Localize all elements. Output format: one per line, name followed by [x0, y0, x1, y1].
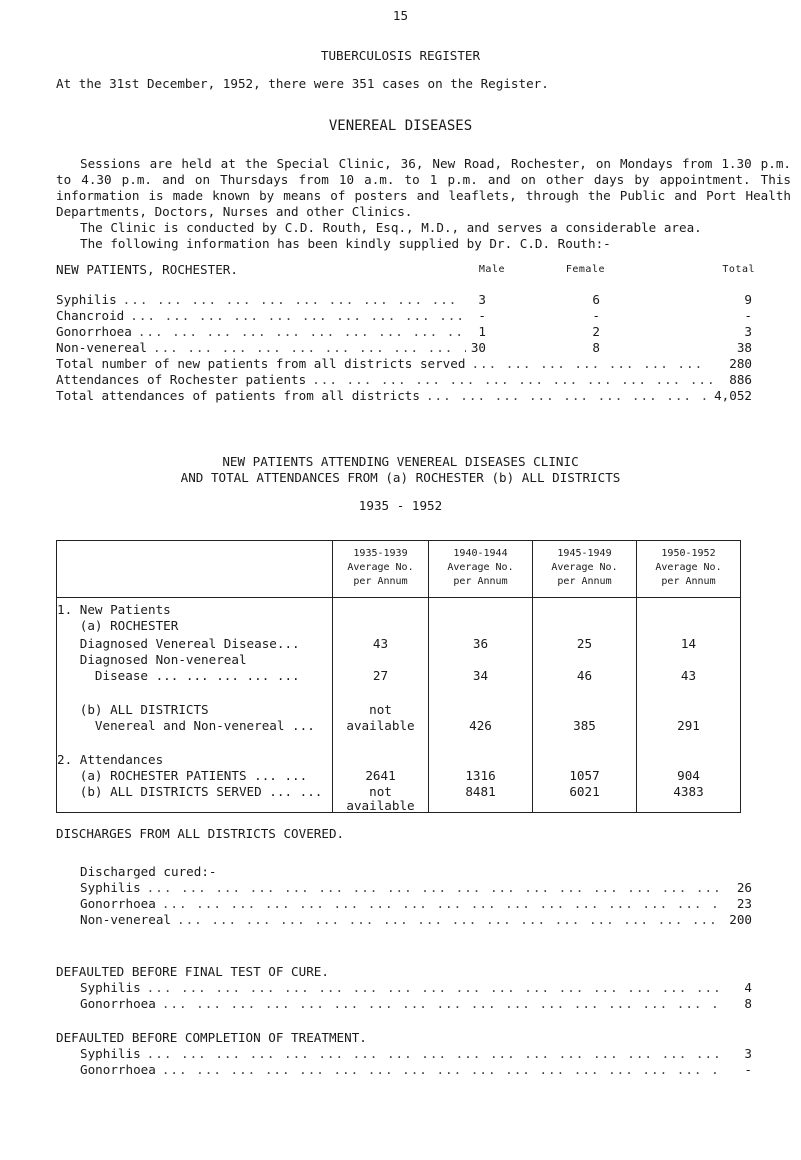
table-cell: 14 [680, 636, 697, 651]
new-patients-title: NEW PATIENTS, ROCHESTER. [56, 262, 238, 277]
vd-heading: VENEREAL DISEASES [328, 118, 473, 134]
leader-dots [138, 324, 466, 339]
label-diagnosed-non-venereal: Diagnosed Non-venereal [57, 652, 247, 667]
row-value: 1 [478, 324, 486, 339]
clinic-table-title-1: NEW PATIENTS ATTENDING VENEREAL DISEASES CLINIC [222, 454, 579, 469]
table-cell: not [369, 702, 392, 717]
row-value-total: 9 [744, 292, 752, 307]
label-diagnosed-venereal: Diagnosed Venereal Disease... [57, 636, 300, 651]
leader-dots [426, 388, 712, 403]
row-label: Syphilis [80, 880, 141, 895]
row-value-female: - [592, 308, 600, 323]
discharge-row [80, 912, 752, 927]
row-value: 886 [729, 372, 752, 387]
section-new-patients: 1. New Patients [57, 602, 171, 617]
row-label: Syphilis [80, 1046, 141, 1061]
row-label: Total number of new patients from all districts served [56, 356, 466, 371]
table-cell: 1057 [569, 768, 600, 783]
row-label: Non-venereal [56, 340, 147, 355]
col-female-header: Female [565, 264, 605, 275]
row-label: Total attendances of patients from all districts [56, 388, 420, 403]
table-cell: 27 [372, 668, 389, 683]
leader-dots [312, 372, 712, 387]
table-header-1940-1944: 1940-1944 Average No. per Annum [429, 541, 533, 598]
table-cell: 43 [372, 636, 389, 651]
leader-dots [147, 880, 720, 895]
table-cell: 426 [469, 718, 492, 733]
row-label: Gonorrhoea [56, 324, 132, 339]
table-row-labels [57, 598, 333, 813]
leader-dots [147, 1046, 720, 1061]
table-cell: 385 [573, 718, 596, 733]
row-label: Syphilis [80, 980, 141, 995]
vd-paragraph-3: The following information has been kindly supplied by Dr. C.D. Routh:- [80, 236, 611, 251]
subsection-rochester: (a) ROCHESTER [57, 618, 179, 633]
row-value: 4,052 [714, 388, 752, 403]
new-patient-row [56, 308, 486, 323]
table-cell: 1316 [465, 768, 496, 783]
leader-dots [162, 1062, 720, 1077]
table-cell: 25 [576, 636, 593, 651]
label-rochester-patients: (a) ROCHESTER PATIENTS ... ... [57, 768, 308, 783]
clinic-table [56, 540, 741, 813]
row-value-total: - [744, 308, 752, 323]
defaulted-test-heading: DEFAULTED BEFORE FINAL TEST OF CURE. [56, 964, 329, 979]
new-patient-total-row [56, 356, 752, 371]
leader-dots [123, 292, 466, 307]
clinic-table-years: 1935 - 1952 [358, 498, 443, 513]
table-column-1940-1944 [429, 598, 533, 813]
row-label: Gonorrhoea [80, 996, 156, 1011]
defaulted-test-row [80, 996, 752, 1011]
label-all-districts-served: (b) ALL DISTRICTS SERVED ... ... [57, 784, 323, 799]
clinic-table-title-2: AND TOTAL ATTENDANCES FROM (a) ROCHESTER (b) ALL DISTRICTS [180, 470, 621, 485]
tb-text: At the 31st December, 1952, there were 351 cases on the Register. [56, 76, 549, 91]
table-header-1950-1952: 1950-1952 Average No. per Annum [637, 541, 741, 598]
table-cell: 34 [472, 668, 489, 683]
table-cell: not [369, 784, 392, 799]
label-disease: Disease ... ... ... ... ... [57, 668, 300, 683]
discharges-heading: DISCHARGES FROM ALL DISTRICTS COVERED. [56, 826, 345, 841]
row-value: - [744, 1062, 752, 1077]
row-value-total: 38 [736, 340, 752, 355]
new-patient-total-row [56, 388, 752, 403]
leader-dots [177, 912, 720, 927]
table-cell: available [346, 798, 415, 813]
row-value-total: 3 [744, 324, 752, 339]
row-value: 3 [744, 1046, 752, 1061]
row-label: Syphilis [56, 292, 117, 307]
row-value: 200 [729, 912, 752, 927]
table-cell: 4383 [673, 784, 704, 799]
defaulted-treatment-row [80, 1046, 752, 1061]
table-column-1950-1952 [637, 598, 741, 813]
page-number: 15 [392, 8, 409, 23]
subsection-all-districts: (b) ALL DISTRICTS [57, 702, 209, 717]
label-venereal-and-non-venereal: Venereal and Non-venereal ... [57, 718, 315, 733]
col-male-header: Male [478, 264, 505, 275]
table-cell: 36 [472, 636, 489, 651]
leader-dots [147, 980, 720, 995]
vd-paragraph-1: Sessions are held at the Special Clinic, 36, New Road, Rochester, on Mondays from 1.30 p.m. to 4.30 p.m. and on Thursdays from 10 a.m. to 1 p.m. and on other days by appointment. This information is made known by means of posters and leaflets, through the Public and Port Health Departments, Doctors, Nurses and other Clinics. [56, 156, 791, 219]
defaulted-treatment-row [80, 1062, 752, 1077]
leader-dots [130, 308, 466, 323]
defaulted-test-row [80, 980, 752, 995]
row-value: 23 [736, 896, 752, 911]
row-label: Attendances of Rochester patients [56, 372, 307, 387]
row-value: 280 [729, 356, 752, 371]
row-label: Non-venereal [80, 912, 171, 927]
table-corner-cell [57, 541, 333, 598]
row-value: - [478, 308, 486, 323]
tb-heading: TUBERCULOSIS REGISTER [320, 48, 481, 63]
table-column-1945-1949 [533, 598, 637, 813]
row-label: Gonorrhoea [80, 1062, 156, 1077]
row-value-female: 8 [592, 340, 600, 355]
table-column-1935-1939 [333, 598, 429, 813]
row-value: 8 [744, 996, 752, 1011]
table-cell: 6021 [569, 784, 600, 799]
row-value: 30 [470, 340, 486, 355]
table-cell: 8481 [465, 784, 496, 799]
row-value: 3 [478, 292, 486, 307]
row-label: Gonorrhoea [80, 896, 156, 911]
new-patient-row [56, 340, 486, 355]
row-value-female: 2 [592, 324, 600, 339]
leader-dots [153, 340, 466, 355]
row-label: Chancroid [56, 308, 125, 323]
defaulted-treatment-heading: DEFAULTED BEFORE COMPLETION OF TREATMENT. [56, 1030, 367, 1045]
table-header-1945-1949: 1945-1949 Average No. per Annum [533, 541, 637, 598]
discharge-row [80, 896, 752, 911]
row-value: 4 [744, 980, 752, 995]
table-header-1935-1939: 1935-1939 Average No. per Annum [333, 541, 429, 598]
leader-dots [162, 996, 720, 1011]
section-attendances: 2. Attendances [57, 752, 164, 767]
discharges-subheading: Discharged cured:- [80, 864, 217, 879]
new-patient-row [56, 324, 486, 339]
table-cell: 2641 [365, 768, 396, 783]
row-value-female: 6 [592, 292, 600, 307]
new-patient-row [56, 292, 486, 307]
leader-dots [162, 896, 720, 911]
table-cell: 904 [677, 768, 700, 783]
vd-paragraph-2: The Clinic is conducted by C.D. Routh, Esq., M.D., and serves a considerable area. [80, 220, 702, 235]
col-total-header: Total [722, 264, 755, 275]
table-cell: available [346, 718, 415, 733]
table-cell: 46 [576, 668, 593, 683]
table-cell: 43 [680, 668, 697, 683]
row-value: 26 [736, 880, 752, 895]
discharge-row [80, 880, 752, 895]
table-cell: 291 [677, 718, 700, 733]
leader-dots [471, 356, 712, 371]
new-patient-total-row [56, 372, 752, 387]
